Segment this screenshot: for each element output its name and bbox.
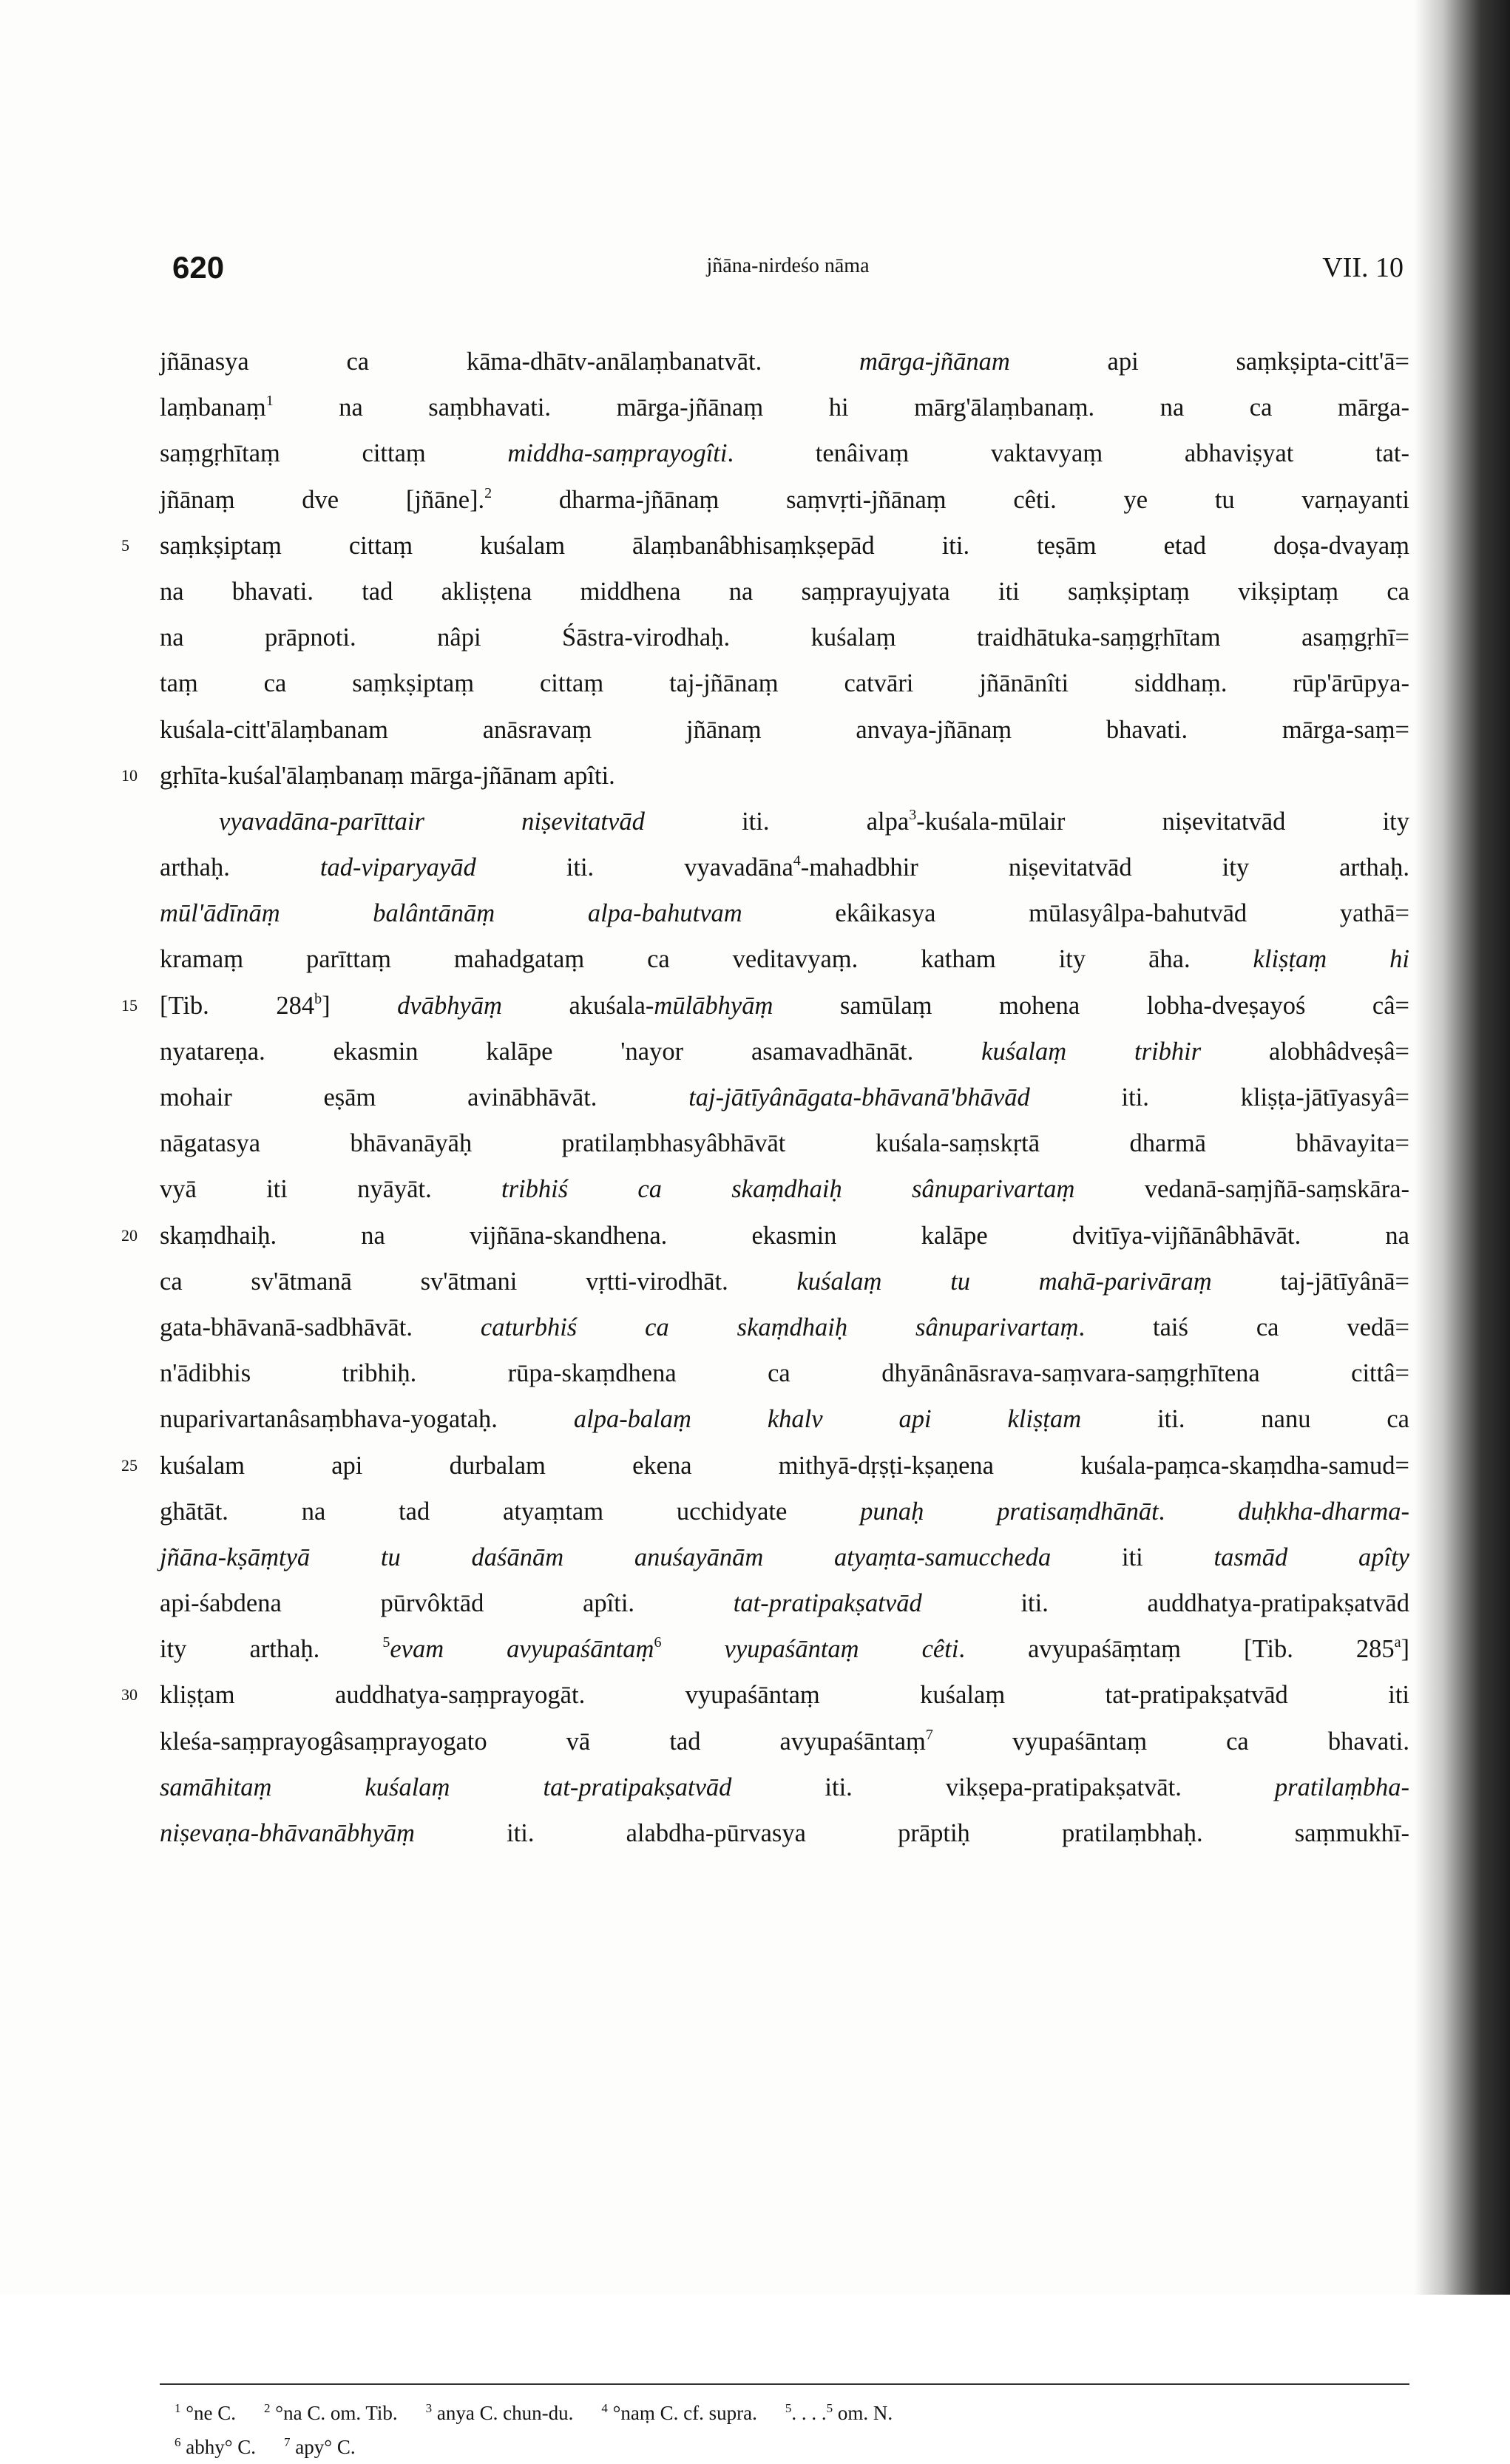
footnote: $^5$. . . .$^5$ om. N.: [785, 2401, 893, 2424]
text-line: [160, 1259, 1409, 1304]
text-line: [160, 1534, 1409, 1580]
line-text: samāhitaṃ kuśalaṃ tat-pratipakṣatvād iti. vikṣepa-pratipakṣatvāt. pratilaṃbha-: [160, 1773, 1409, 1801]
text-line: [160, 1719, 1409, 1764]
text-line: [160, 569, 1409, 615]
line-text: mohair eṣām avinābhāvāt. taj-jātīyânāgata-bhāvanā'bhāvād iti. kliṣṭa-jātīyasyâ=: [160, 1083, 1409, 1111]
line-number: 25: [121, 1455, 138, 1475]
text-line: [160, 1166, 1409, 1212]
line-text: gata-bhāvanā-sadbhāvāt. caturbhiś ca skaṃdhaiḥ sânuparivartaṃ. taiś ca vedā=: [160, 1313, 1409, 1341]
footnote: $^7$ apy° C.: [284, 2435, 356, 2458]
text-line: [160, 1074, 1409, 1120]
line-number: 30: [121, 1685, 138, 1705]
text-line: [160, 1580, 1409, 1626]
text-line: [160, 1120, 1409, 1166]
footnote: $^4$ °naṃ C. cf. supra.: [601, 2401, 757, 2424]
text-line: [160, 1764, 1409, 1810]
footnote: $^3$ anya C. chun-du.: [425, 2401, 574, 2424]
text-line: [160, 1350, 1409, 1396]
footnote-row: [175, 2396, 1402, 2430]
line-text: nuparivartanâsaṃbhava-yogataḥ. alpa-balaṃ khalv api kliṣṭam iti. nanu ca: [160, 1405, 1409, 1434]
text-line: [121, 1443, 1409, 1489]
line-text: vyā iti nyāyāt. tribhiś ca skaṃdhaiḥ sânuparivartaṃ vedanā-saṃjñā-saṃskāra-: [160, 1175, 1409, 1204]
line-text: vyavadāna-parīttair niṣevitatvād iti. alpa$^3$-kuśala-mūlair niṣevitatvād ity: [219, 806, 1410, 836]
text-line: [160, 890, 1409, 936]
text-line: [160, 845, 1409, 890]
text-line: [121, 523, 1409, 569]
line-text: ity arthaḥ. $^5$evam avyupaśāntaṃ$^6$ vyupaśāntaṃ cêti. avyupaśāṃtaṃ [Tib. 285$^a$]: [160, 1634, 1410, 1664]
line-text: ca sv'ātmanā sv'ātmani vṛtti-virodhāt. kuśalaṃ tu mahā-parivāraṃ taj-jātīyânā=: [160, 1267, 1409, 1296]
main-text: [121, 339, 1410, 1856]
text-line: [160, 615, 1409, 660]
text-line: [121, 1672, 1409, 1718]
line-text: saṃkṣiptaṃ cittaṃ kuśalam ālaṃbanâbhisaṃkṣepād iti. teṣām etad doṣa-dvayaṃ: [160, 531, 1409, 560]
footnote: $^6$ abhy° C.: [175, 2435, 257, 2458]
line-text: kliṣṭam auddhatya-saṃprayogāt. vyupaśāntaṃ kuśalaṃ tat-pratipakṣatvād iti: [160, 1681, 1409, 1710]
line-text: nāgatasya bhāvanāyāḥ pratilaṃbhasyâbhāvāt kuśala-saṃskṛtā dharmā bhāvayita=: [160, 1129, 1409, 1158]
line-text: skaṃdhaiḥ. na vijñāna-skandhena. ekasmin kalāpe dvitīya-vijñānâbhāvāt. na: [160, 1221, 1409, 1250]
footnotes: [175, 2396, 1402, 2464]
line-text: saṃgṛhītaṃ cittaṃ middha-saṃprayogîti. tenâivaṃ vaktavyaṃ abhaviṣyat tat-: [160, 439, 1409, 468]
line-number: 15: [121, 995, 138, 1015]
line-text: laṃbanaṃ$^1$ na saṃbhavati. mārga-jñānaṃ hi mārg'ālaṃbanaṃ. na ca mārga-: [160, 393, 1409, 422]
line-text: kuśalam api durbalam ekena mithyā-dṛṣṭi-kṣaṇena kuśala-paṃca-skaṃdha-samud=: [160, 1451, 1409, 1480]
text-line: [160, 1304, 1409, 1350]
line-text: n'ādibhis tribhiḥ. rūpa-skaṃdhena ca dhyānânāsrava-saṃvara-saṃgṛhītena cittâ=: [160, 1359, 1409, 1388]
line-text: kramaṃ parīttaṃ mahadgataṃ ca veditavyaṃ. katham ity āha. kliṣṭaṃ hi: [160, 945, 1409, 974]
text-line: [160, 660, 1409, 706]
text-line: [160, 339, 1409, 385]
line-text: na prāpnoti. nâpi Śāstra-virodhaḥ. kuśalaṃ traidhātuka-saṃgṛhītam asaṃgṛhī=: [160, 623, 1409, 652]
page-header: [172, 250, 1404, 294]
footnote: $^2$ °na C. om. Tib.: [264, 2401, 398, 2424]
line-text: jñānasya ca kāma-dhātv-anālaṃbanatvāt. mārga-jñānam api saṃkṣipta-citt'ā=: [160, 348, 1409, 376]
line-text: kleśa-saṃprayogâsaṃprayogato vā tad avyupaśāntaṃ$^7$ vyupaśāntaṃ ca bhavati.: [160, 1726, 1409, 1756]
line-number: 20: [121, 1225, 138, 1245]
footnote: $^1$ °ne C.: [175, 2401, 237, 2424]
footnote-rule: [160, 2383, 1409, 2385]
text-line: [160, 385, 1409, 430]
running-title: jñāna-nirdeśo nāma: [706, 254, 870, 277]
text-line: [121, 1213, 1409, 1259]
line-number: 10: [121, 765, 138, 785]
line-text: jñāna-kṣāṃtyā tu daśānām anuśayānām atyaṃta-samuccheda iti tasmād apîty: [160, 1543, 1409, 1571]
line-text: taṃ ca saṃkṣiptaṃ cittaṃ taj-jñānaṃ catvāri jñānānîti siddhaṃ. rūp'ārūpya-: [160, 669, 1409, 698]
text-line: [160, 1810, 1409, 1856]
line-text: jñānaṃ dve [jñāne].$^2$ dharma-jñānaṃ saṃvṛti-jñānaṃ cêti. ye tu varṇayanti: [160, 484, 1410, 514]
text-line: [160, 1626, 1409, 1672]
line-text: na bhavati. tad akliṣṭena middhena na saṃprayujyata iti saṃkṣiptaṃ vikṣiptaṃ ca: [160, 577, 1409, 606]
text-line: [160, 1489, 1409, 1534]
line-text: arthaḥ. tad-viparyayād iti. vyavadāna$^4$-mahadbhir niṣevitatvād ity arthaḥ.: [160, 853, 1409, 882]
text-line: [121, 753, 1409, 799]
line-text: [Tib. 284$^b$] dvābhyāṃ akuśala-mūlābhyāṃ samūlaṃ mohena lobha-dveṣayoś câ=: [160, 990, 1409, 1020]
scan-edge-shadow: [1414, 0, 1510, 2295]
line-text: kuśala-citt'ālaṃbanam anāsravaṃ jñānaṃ anvaya-jñānaṃ bhavati. mārga-saṃ=: [160, 715, 1409, 744]
text-line: [160, 430, 1409, 476]
text-line: [160, 799, 1409, 845]
footnote-row: [175, 2430, 1402, 2464]
text-line: [160, 707, 1409, 753]
line-text: mūl'ādīnāṃ balântānāṃ alpa-bahutvam ekâikasya mūlasyâlpa-bahutvād yathā=: [160, 899, 1410, 928]
text-line: [121, 983, 1409, 1029]
line-text: ghātāt. na tad atyaṃtam ucchidyate punaḥ pratisaṃdhānāt. duḥkha-dharma-: [160, 1497, 1409, 1526]
line-text: gṛhīta-kuśal'ālaṃbanaṃ mārga-jñānam apîti.: [160, 761, 615, 790]
text-line: [160, 1396, 1409, 1442]
text-line: [160, 477, 1409, 523]
text-line: [160, 936, 1409, 982]
line-text: nyatareṇa. ekasmin kalāpe 'nayor asamavadhānāt. kuśalaṃ tribhir alobhâdveṣâ=: [160, 1037, 1409, 1066]
line-text: api-śabdena pūrvôktād apîti. tat-pratipakṣatvād iti. auddhatya-pratipakṣatvād: [160, 1589, 1409, 1618]
line-number: 5: [121, 535, 129, 555]
line-text: niṣevaṇa-bhāvanābhyāṃ iti. alabdha-pūrvasya prāptiḥ pratilaṃbhaḥ. saṃmukhī-: [160, 1819, 1409, 1847]
text-line: [160, 1029, 1409, 1074]
page-number: 620: [172, 250, 225, 285]
section-number: VII. 10: [1322, 252, 1404, 283]
